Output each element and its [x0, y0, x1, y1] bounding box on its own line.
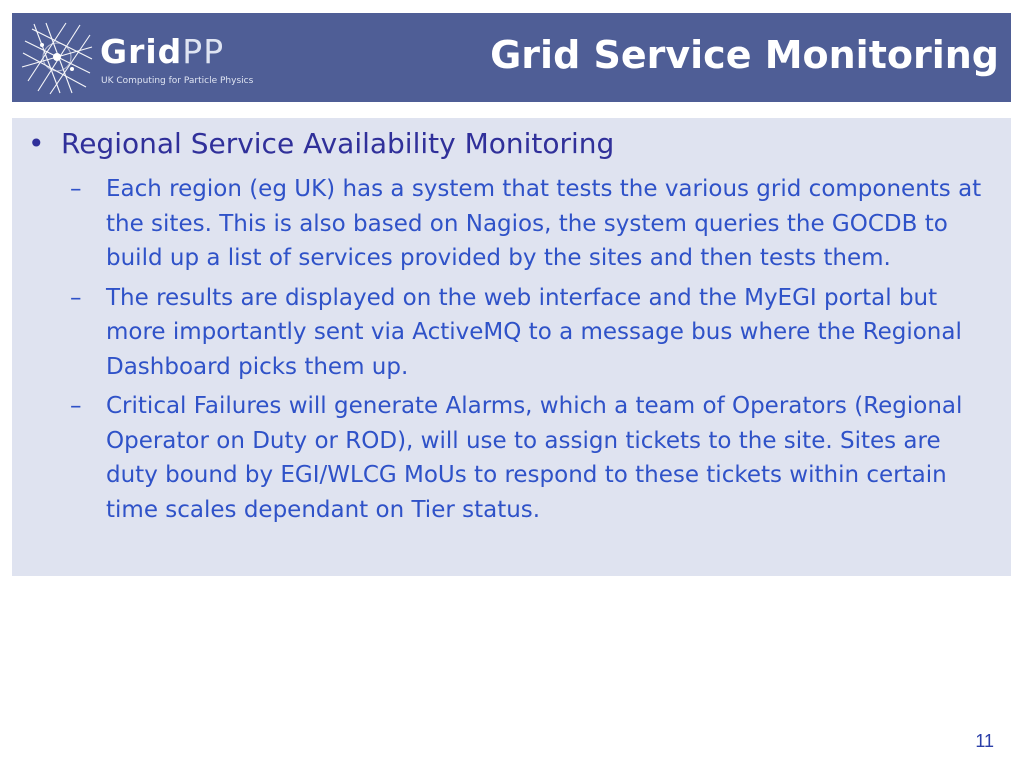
sub-bullet-text: Each region (eg UK) has a system that tests the various grid components at the sites. This is also based on Nagios, the system queries the GOCDB to build up a list of services provided by the sites and then tests them. [106, 176, 982, 271]
sub-bullet-text: The results are displayed on the web interface and the MyEGI portal but more importantly sent via ActiveMQ to a message bus where the Regional Dashboard picks them up. [106, 284, 962, 380]
sub-bullet-list [70, 172, 998, 532]
slide-header [12, 13, 1011, 102]
gridpp-globe-icon [20, 21, 95, 96]
slide-content [12, 118, 1011, 576]
sub-bullet [70, 281, 998, 385]
gridpp-logo [20, 21, 300, 96]
logo-word-light: PP [182, 32, 225, 71]
logo-tagline: UK Computing for Particle Physics [101, 76, 254, 86]
main-bullet [28, 126, 988, 162]
logo-word-bold: Grid [100, 32, 183, 71]
bullet-glyph: • [28, 127, 45, 160]
dash-glyph: – [70, 176, 82, 202]
sub-bullet-text: Critical Failures will generate Alarms, which a team of Operators (Regional Operator on Duty or ROD), will use to assign tickets to the site. Sites are duty bound by EGI/WLCG MoUs to respond to these tickets within certain time scales dependant on Tier status. [106, 393, 963, 523]
sub-bullet [70, 172, 998, 276]
dash-glyph: – [70, 284, 82, 311]
page-number: 11 [975, 731, 994, 751]
logo-wordmark [100, 32, 225, 71]
dash-glyph: – [70, 393, 82, 419]
sub-bullet [70, 389, 998, 527]
slide-title: Grid Service Monitoring [490, 33, 999, 77]
main-bullet-text: Regional Service Availability Monitoring [61, 127, 615, 160]
